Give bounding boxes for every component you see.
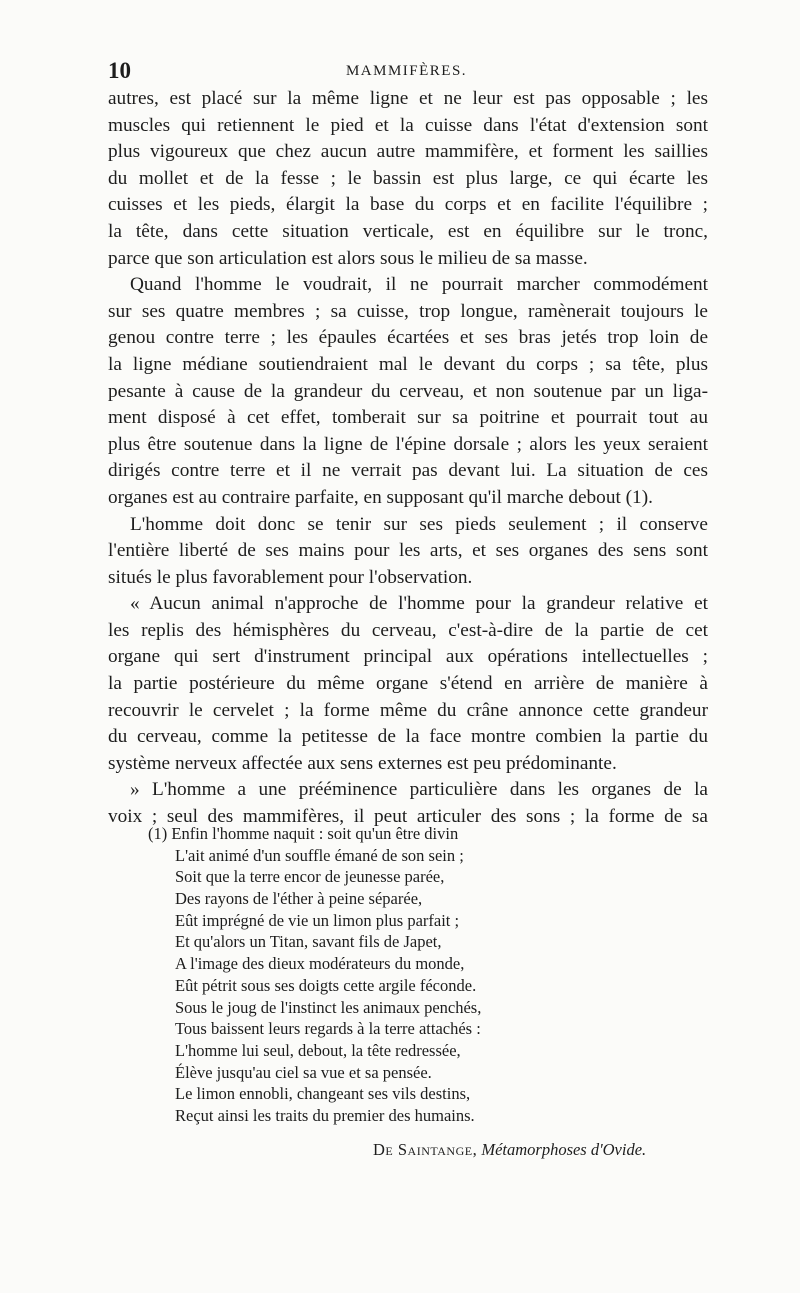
footnote-line: Reçut ainsi les traits du premier des humains.: [175, 1105, 475, 1125]
page-header: [108, 58, 705, 86]
body-text: [108, 86, 708, 831]
footnote-line: Le limon ennobli, changeant ses vils destins,: [175, 1084, 471, 1104]
text-line: « Aucun animal n'approche de l'homme pour la grandeur relative et: [130, 593, 708, 615]
text-line: organes est au contraire parfaite, en supposant qu'il marche debout (1).: [108, 486, 653, 508]
footnote-line: Eût pétrit sous ses doigts cette argile féconde.: [175, 975, 477, 995]
footnote-line: Et qu'alors un Titan, savant fils de Japet,: [175, 932, 442, 952]
text-line: dirigés contre terre et il ne verrait pas devant lui. La situation de ces: [108, 460, 708, 482]
footnote-line: (1) Enfin l'homme naquit : soit qu'un être divin: [148, 824, 459, 843]
text-line: la tête, dans cette situation verticale, est en équilibre sur le tronc,: [108, 220, 708, 242]
footnote-line: Eût imprégné de vie un limon plus parfait ;: [175, 910, 460, 930]
text-line: recouvrir le cervelet ; la forme même du crâne annonce cette grandeur: [108, 699, 708, 721]
footnote-line: L'ait animé d'un souffle émané de son sein ;: [175, 845, 464, 865]
text-line: ment disposé à cet effet, tomberait sur sa poitrine et pourrait tout au: [108, 407, 708, 429]
attribution-author: De Saintange,: [373, 1140, 478, 1159]
text-line: genou contre terre ; les épaules écartées et ses bras jetés trop loin de: [108, 327, 708, 349]
text-line: système nerveux affectée aux sens externes est peu prédominante.: [108, 752, 617, 774]
text-line: sur ses quatre membres ; sa cuisse, trop longue, ramènerait toujours le: [108, 300, 708, 322]
running-title: MAMMIFÈRES.: [345, 63, 468, 79]
text-line: cuisses et les pieds, élargit la base du corps et en facilite l'équilibre ;: [108, 194, 708, 216]
text-line: situés le plus favorablement pour l'observation.: [108, 566, 473, 588]
text-line: la ligne médiane soutiendraient mal le devant du corps ; sa tête, plus: [108, 353, 708, 375]
footnote-line: L'homme lui seul, debout, la tête redressée,: [175, 1040, 461, 1060]
footnote-line: Élève jusqu'au ciel sa vue et sa pensée.: [175, 1062, 432, 1082]
footnote-line: Soit que la terre encor de jeunesse parée,: [175, 867, 445, 887]
text-line: la partie postérieure du même organe s'étend en arrière de manière à: [108, 673, 708, 695]
footnote-line: Tous baissent leurs regards à la terre attachés :: [175, 1019, 481, 1039]
attribution-work: Métamorphoses d'Ovide.: [481, 1140, 647, 1159]
text-line: L'homme doit donc se tenir sur ses pieds seulement ; il conserve: [130, 513, 708, 535]
page-number: 10: [108, 58, 131, 83]
text-line: parce que son articulation est alors sous le milieu de sa masse.: [108, 247, 588, 269]
footnote-attribution: [373, 1139, 646, 1161]
text-line: Quand l'homme le voudrait, il ne pourrait marcher commodément: [130, 274, 708, 296]
text-line: les replis des hémisphères du cerveau, c'est-à-dire de la partie de cet: [108, 619, 708, 641]
text-line: plus être soutenue dans la ligne de l'épine dorsale ; alors les yeux seraient: [108, 433, 708, 455]
text-line: autres, est placé sur la même ligne et ne leur est pas opposable ; les: [108, 88, 708, 109]
footnote-line: A l'image des dieux modérateurs du monde,: [175, 954, 465, 974]
footnote-line: Des rayons de l'éther à peine séparée,: [175, 889, 423, 909]
text-line: du cerveau, comme la petitesse de la face montre combien la partie du: [108, 726, 708, 748]
text-line: l'entière liberté de ses mains pour les arts, et ses organes des sens sont: [108, 540, 708, 562]
text-line: muscles qui retiennent le pied et la cuisse dans l'état d'extension sont: [108, 114, 708, 136]
text-line: » L'homme a une prééminence particulière dans les organes de la: [130, 779, 708, 801]
footnote: [148, 823, 708, 1127]
text-line: voix ; seul des mammifères, il peut articuler des sons ; la forme de sa: [108, 806, 708, 828]
text-line: pesante à cause de la grandeur du cerveau, et non soutenue par un liga-: [108, 380, 708, 402]
text-line: du mollet et de la fesse ; le bassin est plus large, ce qui écarte les: [108, 167, 708, 189]
footnote-line: Sous le joug de l'instinct les animaux penchés,: [175, 997, 482, 1017]
text-line: organe qui sert d'instrument principal aux opérations intellectuelles ;: [108, 646, 708, 668]
text-line: plus vigoureux que chez aucun autre mammifère, et forment les saillies: [108, 141, 708, 163]
